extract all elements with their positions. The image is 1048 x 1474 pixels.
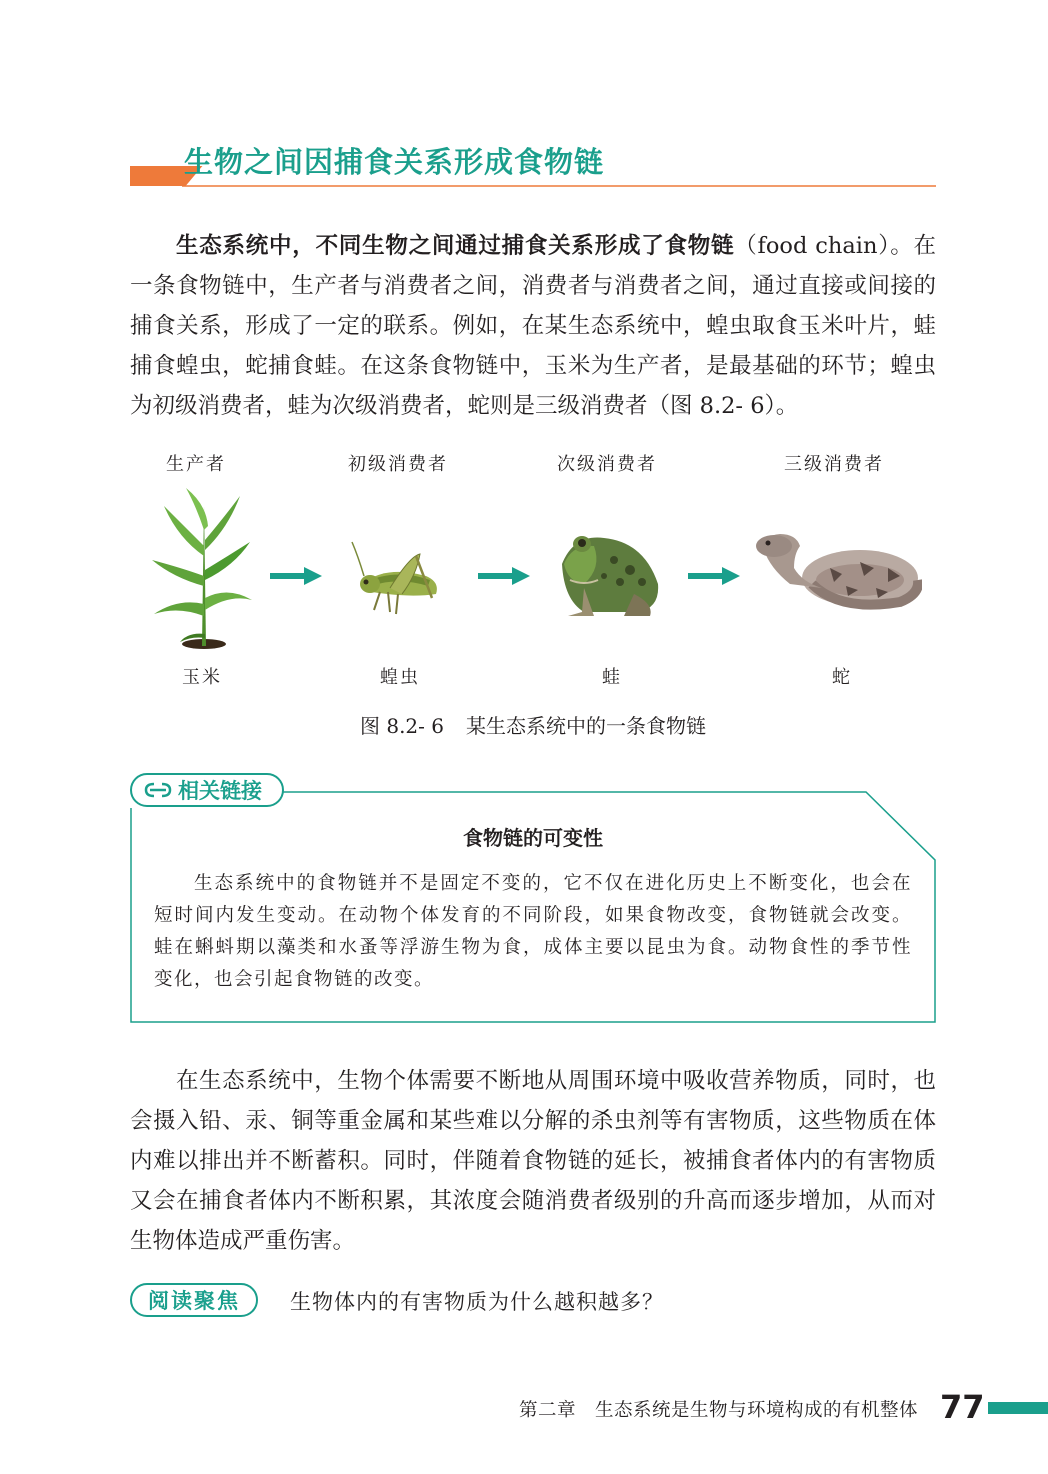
page-bar-decoration: [988, 1402, 1048, 1414]
section-title: 生物之间因捕食关系形成食物链: [184, 145, 605, 179]
figure-caption: [130, 710, 936, 739]
grasshopper-icon: [350, 536, 446, 622]
related-link-text: 生态系统中的食物链并不是固定不变的，它不仅在进化历史上不断变化，也会在短时间内发生变动。在动物个体发育的不同阶段，如果食物改变，食物链就会改变。蛙在蝌蚪期以藻类和水蚤等浮游生物为食，成体主要以昆虫为食。动物食性的季节性变化，也会引起食物链的改变。: [154, 873, 912, 990]
heading-rule: [182, 185, 936, 187]
stage-name-snake: 蛇: [832, 667, 852, 688]
caption-text: 某生态系统中的一条食物链: [466, 714, 706, 738]
intro-paragraph: [130, 226, 936, 426]
intro-lead: 生态系统中，不同生物之间通过捕食关系形成了食物链: [176, 233, 735, 259]
body-paragraph-2: 在生态系统中，生物个体需要不断地从周围环境中吸收营养物质，同时，也会摄入铅、汞、铜等重金属和某些难以分解的杀虫剂等有害物质，这些物质在体内难以排出并不断蓄积。同时，伴随着食物链的延长，被捕食者体内的有害物质又会在捕食者体内不断积累，其浓度会随消费者级别的升高而逐步增加，从而对生物体造成严重伤害。: [130, 1068, 936, 1254]
stage-name-frog: 蛙: [602, 667, 622, 688]
footer-chapter-title: 第二章 生态系统是生物与环境构成的有机整体: [518, 1400, 918, 1421]
related-link-label: 相关链接: [178, 779, 262, 803]
arrow-icon: [270, 566, 322, 586]
section-heading: [130, 136, 936, 192]
reading-focus-question: 生物体内的有害物质为什么越积越多？: [290, 1290, 664, 1314]
stage-role-secondary: 次级消费者: [557, 454, 657, 475]
corn-plant-icon: [148, 486, 258, 652]
intro-rest: （food chain）。在一条食物链中，生产者与消费者之间，消费者与消费者之间，通过直接或间接的捕食关系，形成了一定的联系。例如，在某生态系统中，蝗虫取食玉米叶片，蛙捕食蝗虫，蛇捕食蛙。在这条食物链中，玉米为生产者，是最基础的环节；蝗虫为初级消费者，蛙为次级消费者，蛇则是三级消费者（图 8.2- 6）。: [130, 233, 936, 419]
arrow-icon: [478, 566, 530, 586]
snake-icon: [750, 528, 922, 614]
stage-role-tertiary: 三级消费者: [784, 454, 884, 475]
reading-focus-badge: 阅读聚焦: [130, 1283, 258, 1317]
reading-focus: [130, 1283, 936, 1319]
stage-role-producer: 生产者: [166, 454, 226, 475]
related-link-title: 食物链的可变性: [463, 826, 603, 850]
frog-icon: [554, 524, 666, 620]
link-chain-icon: [144, 781, 172, 799]
related-link-tag: [130, 773, 284, 807]
stage-name-grasshopper: 蝗虫: [380, 667, 420, 688]
arrow-icon: [688, 566, 740, 586]
page-number: 77: [940, 1388, 985, 1426]
caption-number: 图 8.2- 6: [359, 714, 444, 738]
food-chain-figure: [130, 440, 936, 700]
stage-name-corn: 玉米: [182, 667, 222, 688]
stage-role-primary: 初级消费者: [348, 454, 448, 475]
